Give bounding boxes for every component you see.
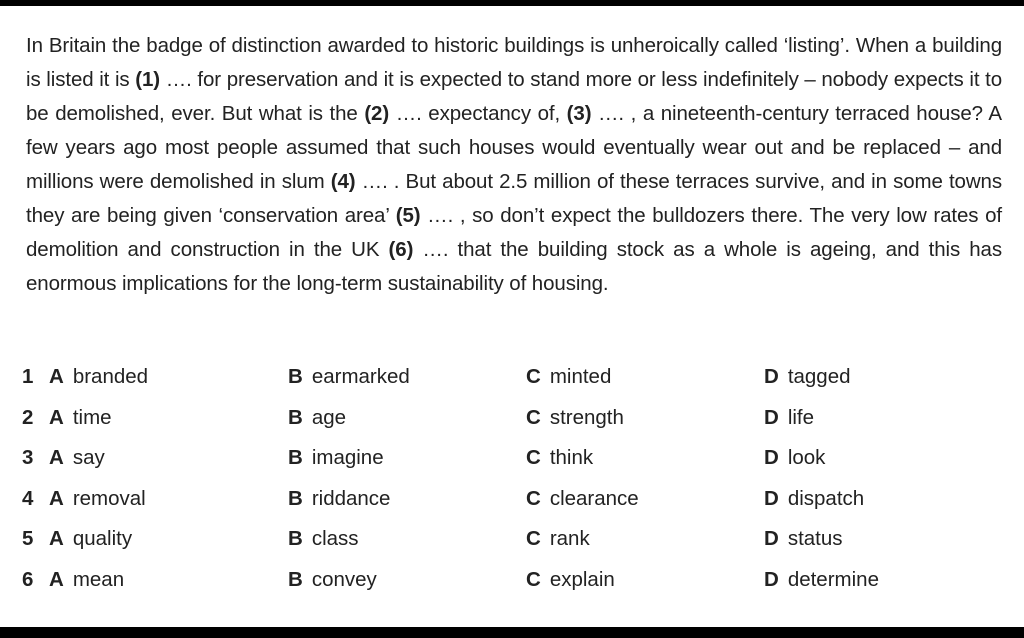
option-letter: B (288, 567, 303, 591)
answer-option (49, 560, 124, 601)
option-word: determine (787, 567, 879, 591)
option-letter: D (764, 446, 779, 470)
option-letter: B (288, 365, 303, 388)
option-word: time (72, 405, 112, 429)
answer-option (49, 479, 146, 520)
gap-number: (2) (364, 102, 390, 125)
option-word: strength (549, 405, 624, 429)
answer-option (526, 438, 593, 479)
answer-option (288, 479, 390, 520)
option-word: minted (549, 365, 612, 388)
option-letter: A (49, 567, 64, 591)
option-letter: A (49, 405, 64, 429)
question-row (0, 357, 1024, 398)
option-word: quality (72, 527, 133, 551)
option-letter: B (288, 446, 303, 470)
question-row (0, 398, 1024, 439)
gap-number: (6) (388, 238, 414, 261)
answer-option (288, 519, 359, 560)
answer-option (526, 398, 624, 439)
question-number: 3 (22, 446, 34, 470)
answer-option (764, 560, 879, 601)
answer-option (49, 519, 132, 560)
answer-option (764, 519, 843, 560)
option-letter: D (764, 567, 779, 591)
answer-option (49, 438, 105, 479)
question-row (0, 438, 1024, 479)
passage-text: …. for preservation and it is expected to stand more or less indefinitely – nobody expects it to be demolished, ever. But what is the (26, 68, 1002, 125)
question-number: 6 (22, 567, 34, 591)
answer-option (288, 357, 410, 398)
answer-option (764, 438, 825, 479)
gap-number: (3) (566, 102, 592, 125)
answer-option (288, 438, 384, 479)
question-number: 1 (22, 365, 34, 388)
cloze-passage (26, 29, 1002, 301)
option-word: tagged (787, 365, 851, 388)
question-row (0, 479, 1024, 520)
gap-number: (1) (135, 68, 161, 91)
bottom-border (0, 627, 1024, 638)
option-letter: B (288, 527, 303, 551)
answer-option (764, 398, 814, 439)
answer-option (526, 479, 639, 520)
gap-number: (4) (330, 170, 356, 193)
option-word: convey (311, 567, 377, 591)
option-letter: C (526, 365, 541, 388)
option-word: earmarked (311, 365, 410, 388)
answer-option (764, 357, 851, 398)
answer-option (526, 560, 615, 601)
answer-option (288, 398, 346, 439)
option-word: rank (549, 527, 590, 551)
option-word: removal (72, 486, 146, 510)
option-word: age (311, 405, 347, 429)
option-letter: A (49, 486, 64, 510)
option-word: say (72, 446, 105, 470)
answer-option (49, 357, 148, 398)
option-letter: C (526, 486, 541, 510)
option-word: riddance (311, 486, 391, 510)
option-letter: B (288, 486, 303, 510)
option-letter: C (526, 567, 541, 591)
answer-option (288, 560, 377, 601)
option-word: look (787, 446, 826, 470)
option-letter: A (49, 446, 64, 470)
option-word: imagine (311, 446, 384, 470)
answer-option (526, 357, 611, 398)
option-word: branded (72, 365, 149, 388)
option-word: think (549, 446, 594, 470)
question-row (0, 519, 1024, 560)
question-number: 5 (22, 527, 34, 551)
passage-text: …. that the building stock as a whole is ageing, and this has enormous implications for the long-term sustainability of housing. (26, 238, 1003, 295)
passage-text: …. , so don’t expect the bulldozers there. The very low rates of demolition and construction in the UK (26, 204, 1002, 261)
option-letter: D (764, 405, 779, 429)
question-number: 2 (22, 405, 34, 429)
question-row (0, 560, 1024, 601)
passage-text: …. . But about 2.5 million of these terraces survive, and in some towns they are being given ‘conservation area’ (26, 170, 1002, 227)
answer-option (764, 479, 864, 520)
option-letter: D (764, 486, 779, 510)
answer-option (526, 519, 590, 560)
passage-text: In Britain the badge of distinction awarded to historic buildings is unheroically called ‘listing’. When a building is listed it is (26, 34, 1002, 91)
option-word: life (787, 405, 815, 429)
option-letter: B (288, 405, 303, 429)
option-letter: C (526, 446, 541, 470)
option-word: dispatch (787, 486, 865, 510)
passage-text: …. expectancy of, (389, 102, 567, 125)
passage-text: …. , a nineteenth-century terraced house? A few years ago most people assumed that such houses would eventually wear out and be replaced – and millions were demolished in slum (26, 102, 1002, 193)
top-border (0, 0, 1024, 6)
gap-number: (5) (395, 204, 421, 227)
option-letter: A (49, 365, 64, 388)
answer-options (0, 357, 1024, 601)
option-word: explain (549, 567, 615, 591)
option-word: class (311, 527, 359, 551)
option-word: status (787, 527, 843, 551)
option-word: mean (72, 567, 125, 591)
option-letter: D (764, 527, 779, 551)
option-letter: C (526, 527, 541, 551)
answer-option (49, 398, 112, 439)
option-letter: D (764, 365, 779, 388)
option-letter: A (49, 527, 64, 551)
question-number: 4 (22, 486, 34, 510)
option-word: clearance (549, 486, 639, 510)
option-letter: C (526, 405, 541, 429)
